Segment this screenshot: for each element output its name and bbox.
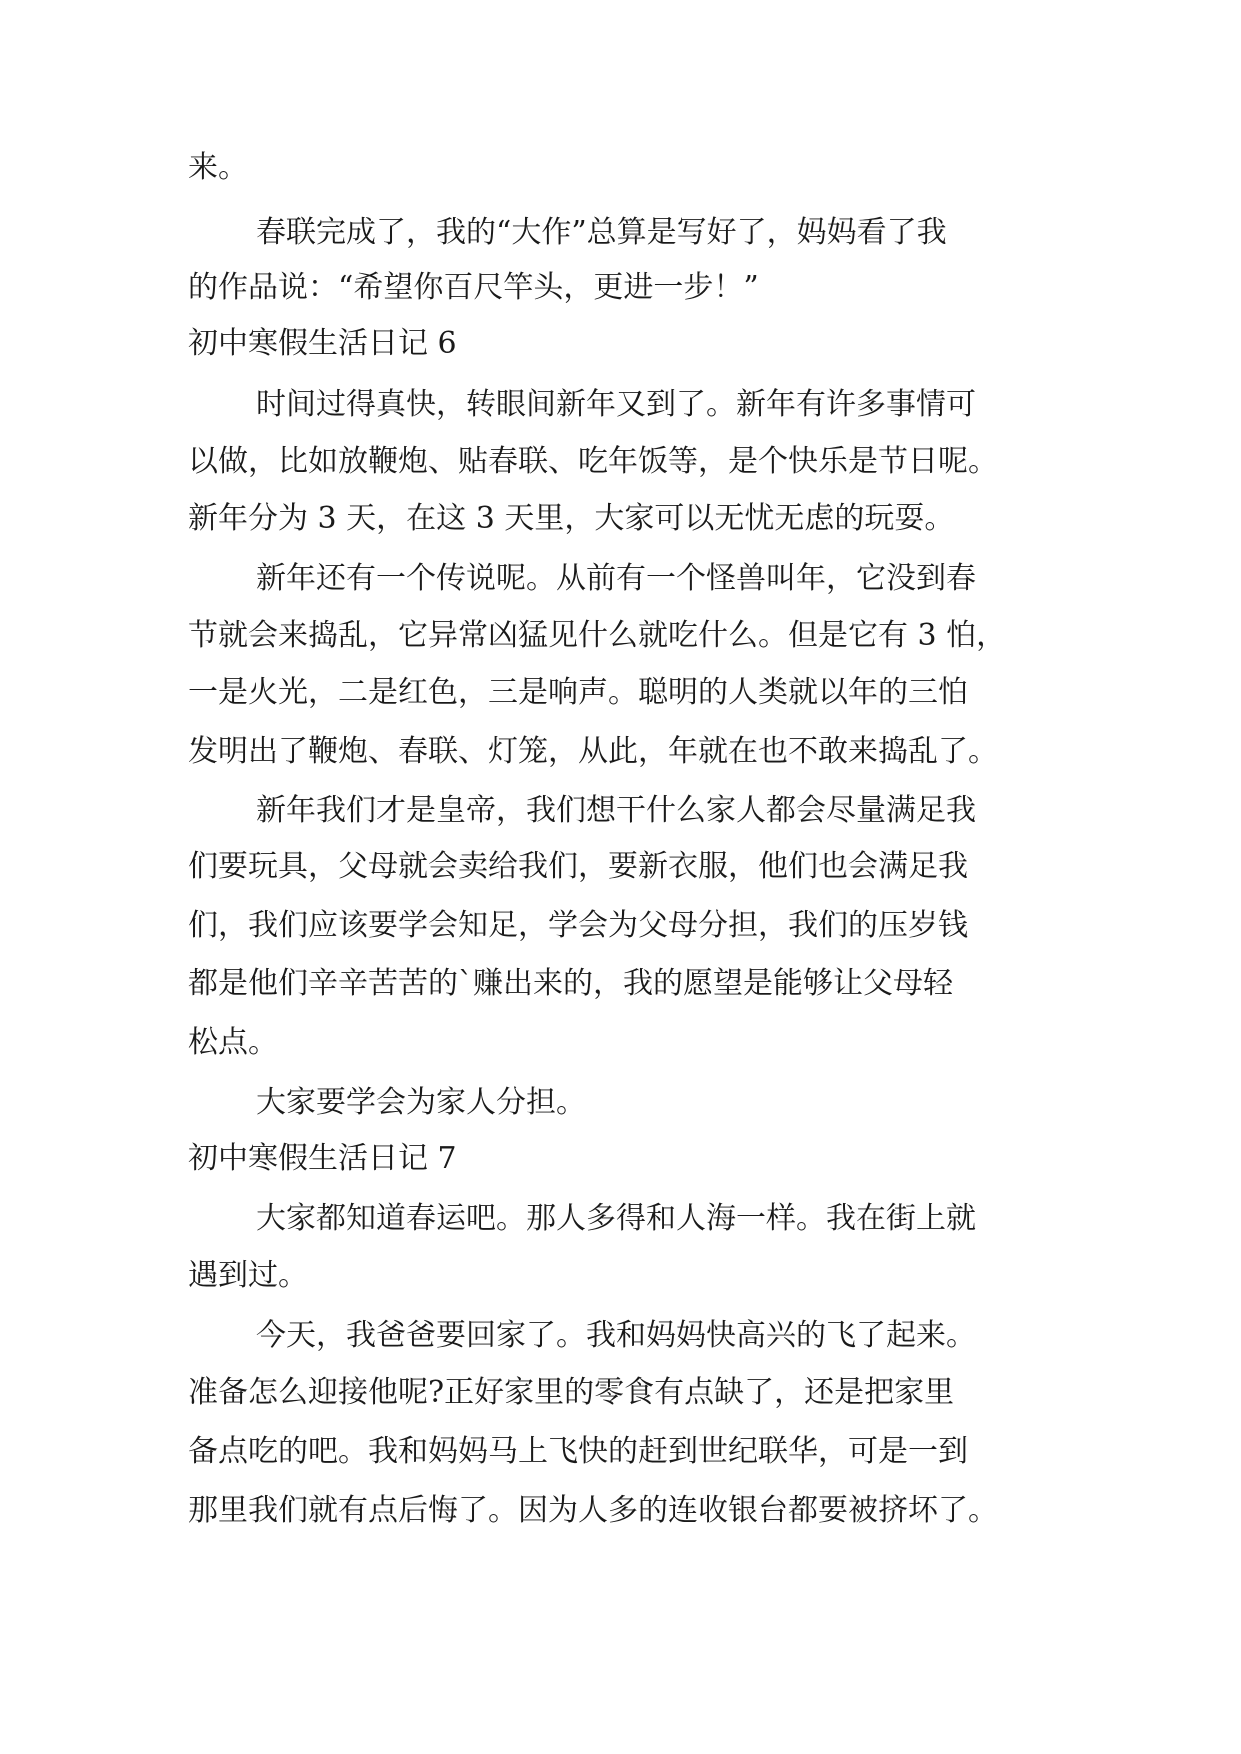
text-line: 大家都知道春运吧。那人多得和人海一样。我在街上就 xyxy=(256,1201,976,1236)
text-line: 以做，比如放鞭炮、贴春联、吃年饭等，是个快乐是节日呢。 xyxy=(188,444,998,479)
text-line: 新年还有一个传说呢。从前有一个怪兽叫年，它没到春 xyxy=(256,561,976,596)
text-line: 发明出了鞭炮、春联、灯笼，从此，年就在也不敢来捣乱了。 xyxy=(188,734,998,769)
text-line: 大家要学会为家人分担。 xyxy=(256,1085,586,1120)
text-line: 准备怎么迎接他呢?正好家里的零食有点缺了，还是把家里 xyxy=(188,1375,955,1410)
text-line: 节就会来捣乱，它异常凶猛见什么就吃什么。但是它有 3 怕， xyxy=(188,618,1007,653)
section-heading: 初中寒假生活日记 6 xyxy=(188,326,457,361)
text-line: 们，我们应该要学会知足，学会为父母分担，我们的压岁钱 xyxy=(188,908,968,943)
text-line: 都是他们辛辛苦苦的`赚出来的，我的愿望是能够让父母轻 xyxy=(188,966,953,1001)
text-line: 那里我们就有点后悔了。因为人多的连收银台都要被挤坏了。 xyxy=(188,1493,998,1528)
text-line: 春联完成了，我的“大作”总算是写好了，妈妈看了我 xyxy=(256,215,947,250)
text-line: 新年分为 3 天，在这 3 天里，大家可以无忧无虑的玩耍。 xyxy=(188,501,955,536)
text-line: 遇到过。 xyxy=(188,1258,308,1293)
text-line: 时间过得真快，转眼间新年又到了。新年有许多事情可 xyxy=(256,387,976,422)
text-line: 备点吃的吧。我和妈妈马上飞快的赶到世纪联华，可是一到 xyxy=(188,1434,968,1469)
text-line: 今天，我爸爸要回家了。我和妈妈快高兴的飞了起来。 xyxy=(256,1318,976,1353)
text-line: 一是火光，二是红色，三是响声。聪明的人类就以年的三怕 xyxy=(188,675,968,710)
text-line: 来。 xyxy=(188,150,248,185)
section-heading: 初中寒假生活日记 7 xyxy=(188,1141,457,1176)
text-line: 的作品说：“希望你百尺竿头，更进一步！” xyxy=(188,270,759,305)
text-line: 新年我们才是皇帝，我们想干什么家人都会尽量满足我 xyxy=(256,793,976,828)
text-line: 们要玩具，父母就会卖给我们，要新衣服，他们也会满足我 xyxy=(188,849,968,884)
text-line: 松点。 xyxy=(188,1025,278,1060)
